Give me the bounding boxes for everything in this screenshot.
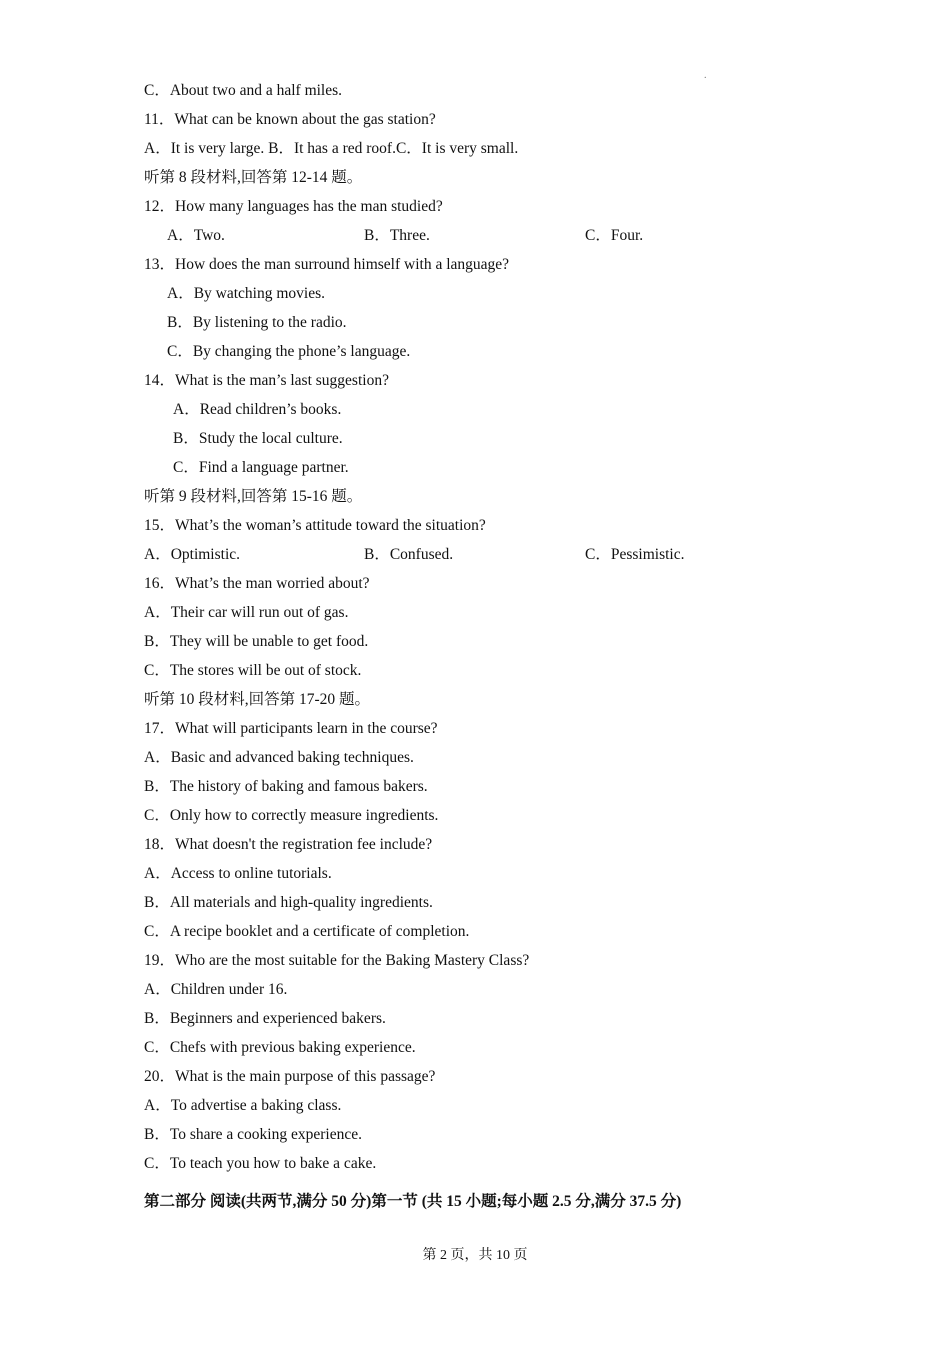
q18-option-c: C．A recipe booklet and a certificate of completion. [144, 923, 470, 940]
q17-option-a: A．Basic and advanced baking techniques. [144, 749, 414, 766]
q13-option-b: B．By listening to the radio. [167, 314, 347, 331]
q14-option-b: B．Study the local culture. [173, 430, 343, 447]
q19-option-b: B．Beginners and experienced bakers. [144, 1010, 386, 1027]
part-2-heading: 第二部分 阅读(共两节,满分 50 分)第一节 (共 15 小题;每小题 2.5 分,满分 37.5 分) [144, 1193, 682, 1210]
q14-option-c: C．Find a language partner. [173, 459, 349, 476]
stray-dot: . [704, 70, 707, 81]
q15-option-b: B．Confused. [364, 546, 454, 563]
q18-option-a: A．Access to online tutorials. [144, 865, 332, 882]
q12-option-c: C．Four. [585, 227, 644, 244]
q15-question: 15．What’s the woman’s attitude toward the situation? [144, 517, 486, 534]
q13-option-a: A．By watching movies. [167, 285, 325, 302]
q12-option-b: B．Three. [364, 227, 430, 244]
section-9-instruction: 听第 9 段材料,回答第 15-16 题。 [144, 488, 363, 505]
q12-question: 12．How many languages has the man studied? [144, 198, 443, 215]
q18-question: 18．What doesn't the registration fee include? [144, 836, 433, 853]
section-10-instruction: 听第 10 段材料,回答第 17-20 题。 [144, 691, 371, 708]
q19-option-c: C．Chefs with previous baking experience. [144, 1039, 416, 1056]
q11-question: 11．What can be known about the gas station? [144, 111, 436, 128]
q13-question: 13．How does the man surround himself with a language? [144, 256, 510, 273]
q16-question: 16．What’s the man worried about? [144, 575, 370, 592]
q18-option-b: B．All materials and high-quality ingredients. [144, 894, 433, 911]
q15-option-a: A．Optimistic. [144, 546, 241, 563]
q20-option-a: A．To advertise a baking class. [144, 1097, 342, 1114]
q14-question: 14．What is the man’s last suggestion? [144, 372, 389, 389]
page-footer: 第 2 页，共 10 页 [422, 1248, 528, 1263]
q16-option-b: B．They will be unable to get food. [144, 633, 369, 650]
q16-option-a: A．Their car will run out of gas. [144, 604, 349, 621]
q19-option-a: A．Children under 16. [144, 981, 288, 998]
q15-option-c: C．Pessimistic. [585, 546, 685, 563]
q20-question: 20．What is the main purpose of this passage? [144, 1068, 436, 1085]
q17-option-b: B．The history of baking and famous bakers. [144, 778, 428, 795]
q12-option-a: A．Two. [167, 227, 225, 244]
q13-option-c: C．By changing the phone’s language. [167, 343, 411, 360]
q11-options: A．It is very large. B．It has a red roof.C．It is very small. [144, 140, 519, 157]
section-8-instruction: 听第 8 段材料,回答第 12-14 题。 [144, 169, 363, 186]
q19-question: 19．Who are the most suitable for the Baking Mastery Class? [144, 952, 530, 969]
q17-question: 17．What will participants learn in the course? [144, 720, 438, 737]
q14-option-a: A．Read children’s books. [173, 401, 342, 418]
q20-option-b: B．To share a cooking experience. [144, 1126, 362, 1143]
q20-option-c: C．To teach you how to bake a cake. [144, 1155, 377, 1172]
q16-option-c: C．The stores will be out of stock. [144, 662, 362, 679]
q10-option-c: C．About two and a half miles. [144, 82, 343, 99]
q17-option-c: C．Only how to correctly measure ingredients. [144, 807, 439, 824]
